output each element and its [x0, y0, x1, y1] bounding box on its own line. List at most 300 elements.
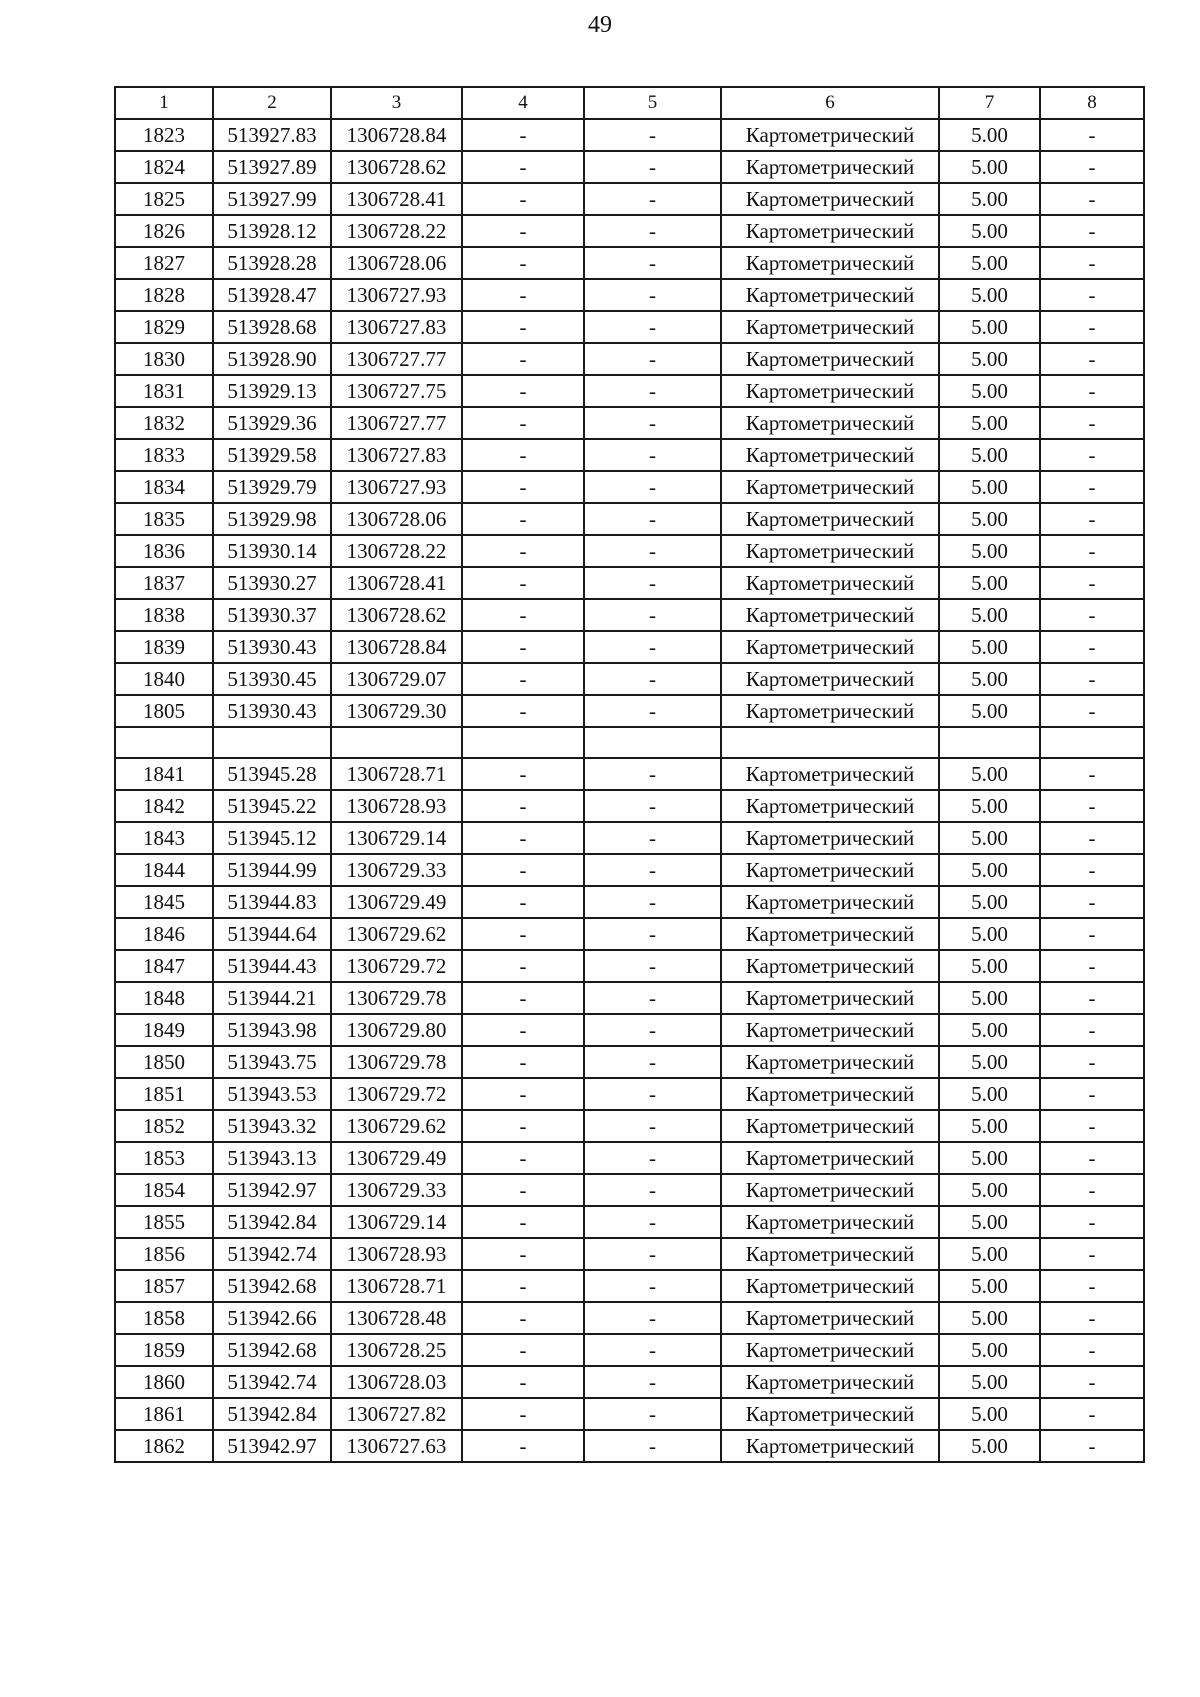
point-number-cell: 1831	[115, 375, 213, 407]
accuracy-cell: 5.00	[939, 503, 1040, 535]
column-4-cell	[462, 727, 584, 758]
accuracy-cell: 5.00	[939, 1110, 1040, 1142]
y-coordinate-cell: 1306728.62	[331, 151, 462, 183]
accuracy-cell: 5.00	[939, 631, 1040, 663]
method-cell	[721, 727, 939, 758]
x-coordinate-cell: 513929.98	[213, 503, 331, 535]
point-number-cell: 1853	[115, 1142, 213, 1174]
column-4-cell: -	[462, 1430, 584, 1462]
table-header-row	[115, 87, 1144, 119]
table-row	[115, 1398, 1144, 1430]
x-coordinate-cell: 513930.14	[213, 535, 331, 567]
x-coordinate-cell: 513942.84	[213, 1398, 331, 1430]
y-coordinate-cell: 1306727.63	[331, 1430, 462, 1462]
method-cell: Картометрический	[721, 375, 939, 407]
column-8-cell: -	[1040, 535, 1144, 567]
accuracy-cell: 5.00	[939, 695, 1040, 727]
column-4-cell: -	[462, 1398, 584, 1430]
table-row	[115, 375, 1144, 407]
column-4-cell: -	[462, 695, 584, 727]
point-number-cell: 1823	[115, 119, 213, 151]
point-number-cell: 1835	[115, 503, 213, 535]
y-coordinate-cell: 1306728.06	[331, 503, 462, 535]
column-8-cell: -	[1040, 503, 1144, 535]
point-number-cell: 1845	[115, 886, 213, 918]
accuracy-cell: 5.00	[939, 407, 1040, 439]
x-coordinate-cell: 513927.89	[213, 151, 331, 183]
x-coordinate-cell: 513944.99	[213, 854, 331, 886]
x-coordinate-cell: 513942.84	[213, 1206, 331, 1238]
column-4-cell: -	[462, 375, 584, 407]
accuracy-cell: 5.00	[939, 822, 1040, 854]
table-row	[115, 822, 1144, 854]
column-5-cell: -	[584, 1398, 721, 1430]
accuracy-cell: 5.00	[939, 1014, 1040, 1046]
point-number-cell	[115, 727, 213, 758]
y-coordinate-cell: 1306728.84	[331, 119, 462, 151]
method-cell: Картометрический	[721, 758, 939, 790]
y-coordinate-cell: 1306728.25	[331, 1334, 462, 1366]
table-row	[115, 471, 1144, 503]
method-cell: Картометрический	[721, 311, 939, 343]
column-4-cell: -	[462, 982, 584, 1014]
x-coordinate-cell: 513929.58	[213, 439, 331, 471]
column-8-cell: -	[1040, 1430, 1144, 1462]
x-coordinate-cell: 513943.32	[213, 1110, 331, 1142]
point-number-cell: 1857	[115, 1270, 213, 1302]
column-8-cell: -	[1040, 1302, 1144, 1334]
column-5-cell: -	[584, 1430, 721, 1462]
column-8-cell: -	[1040, 215, 1144, 247]
column-5-cell: -	[584, 918, 721, 950]
accuracy-cell: 5.00	[939, 1238, 1040, 1270]
y-coordinate-cell: 1306727.83	[331, 439, 462, 471]
table-row	[115, 343, 1144, 375]
column-4-cell: -	[462, 343, 584, 375]
table-row	[115, 695, 1144, 727]
point-number-cell: 1862	[115, 1430, 213, 1462]
column-8-cell: -	[1040, 1206, 1144, 1238]
point-number-cell: 1825	[115, 183, 213, 215]
accuracy-cell: 5.00	[939, 758, 1040, 790]
x-coordinate-cell: 513929.36	[213, 407, 331, 439]
point-number-cell: 1827	[115, 247, 213, 279]
method-cell: Картометрический	[721, 1110, 939, 1142]
column-5-cell: -	[584, 631, 721, 663]
column-4-cell: -	[462, 119, 584, 151]
column-4-cell: -	[462, 1238, 584, 1270]
point-number-cell: 1859	[115, 1334, 213, 1366]
table-row	[115, 407, 1144, 439]
point-number-cell: 1805	[115, 695, 213, 727]
column-5-cell: -	[584, 407, 721, 439]
point-number-cell: 1847	[115, 950, 213, 982]
x-coordinate-cell: 513945.22	[213, 790, 331, 822]
accuracy-cell: 5.00	[939, 311, 1040, 343]
y-coordinate-cell: 1306729.62	[331, 918, 462, 950]
point-number-cell: 1861	[115, 1398, 213, 1430]
x-coordinate-cell: 513928.28	[213, 247, 331, 279]
column-5-cell: -	[584, 311, 721, 343]
column-5-cell: -	[584, 886, 721, 918]
column-4-cell: -	[462, 1366, 584, 1398]
table-row	[115, 599, 1144, 631]
accuracy-cell: 5.00	[939, 183, 1040, 215]
accuracy-cell: 5.00	[939, 567, 1040, 599]
column-8-cell: -	[1040, 1110, 1144, 1142]
table-row	[115, 982, 1144, 1014]
column-5-cell: -	[584, 1206, 721, 1238]
y-coordinate-cell: 1306728.71	[331, 758, 462, 790]
accuracy-cell: 5.00	[939, 1302, 1040, 1334]
x-coordinate-cell: 513942.68	[213, 1270, 331, 1302]
column-8-cell: -	[1040, 1398, 1144, 1430]
column-8-cell: -	[1040, 631, 1144, 663]
column-5-cell: -	[584, 790, 721, 822]
method-cell: Картометрический	[721, 918, 939, 950]
accuracy-cell	[939, 727, 1040, 758]
column-5-cell: -	[584, 1270, 721, 1302]
column-5-cell: -	[584, 1174, 721, 1206]
column-8-cell: -	[1040, 471, 1144, 503]
accuracy-cell: 5.00	[939, 1430, 1040, 1462]
y-coordinate-cell: 1306728.84	[331, 631, 462, 663]
column-4-cell: -	[462, 886, 584, 918]
point-number-cell: 1849	[115, 1014, 213, 1046]
method-cell: Картометрический	[721, 1142, 939, 1174]
column-4-cell: -	[462, 1142, 584, 1174]
y-coordinate-cell: 1306728.41	[331, 183, 462, 215]
table-row	[115, 311, 1144, 343]
column-8-cell: -	[1040, 151, 1144, 183]
column-4-cell: -	[462, 1174, 584, 1206]
column-header: 1	[115, 87, 213, 119]
x-coordinate-cell: 513930.37	[213, 599, 331, 631]
y-coordinate-cell: 1306728.22	[331, 535, 462, 567]
column-5-cell: -	[584, 535, 721, 567]
column-5-cell	[584, 727, 721, 758]
point-number-cell: 1833	[115, 439, 213, 471]
table-row	[115, 1142, 1144, 1174]
column-5-cell: -	[584, 567, 721, 599]
column-4-cell: -	[462, 631, 584, 663]
y-coordinate-cell	[331, 727, 462, 758]
table-row	[115, 279, 1144, 311]
column-header: 5	[584, 87, 721, 119]
y-coordinate-cell: 1306727.82	[331, 1398, 462, 1430]
column-8-cell: -	[1040, 1238, 1144, 1270]
column-8-cell: -	[1040, 183, 1144, 215]
x-coordinate-cell: 513930.43	[213, 695, 331, 727]
column-8-cell: -	[1040, 950, 1144, 982]
accuracy-cell: 5.00	[939, 599, 1040, 631]
column-8-cell: -	[1040, 1046, 1144, 1078]
method-cell: Картометрический	[721, 535, 939, 567]
y-coordinate-cell: 1306728.62	[331, 599, 462, 631]
table-row	[115, 183, 1144, 215]
method-cell: Картометрический	[721, 247, 939, 279]
method-cell: Картометрический	[721, 950, 939, 982]
x-coordinate-cell: 513944.21	[213, 982, 331, 1014]
accuracy-cell: 5.00	[939, 151, 1040, 183]
column-4-cell: -	[462, 183, 584, 215]
column-header: 2	[213, 87, 331, 119]
accuracy-cell: 5.00	[939, 1078, 1040, 1110]
coordinates-table	[114, 86, 1145, 1463]
x-coordinate-cell: 513943.75	[213, 1046, 331, 1078]
column-4-cell: -	[462, 599, 584, 631]
x-coordinate-cell: 513930.45	[213, 663, 331, 695]
table-row	[115, 535, 1144, 567]
y-coordinate-cell: 1306727.93	[331, 279, 462, 311]
y-coordinate-cell: 1306728.71	[331, 1270, 462, 1302]
y-coordinate-cell: 1306728.93	[331, 1238, 462, 1270]
x-coordinate-cell: 513944.43	[213, 950, 331, 982]
column-8-cell: -	[1040, 886, 1144, 918]
column-5-cell: -	[584, 854, 721, 886]
column-4-cell: -	[462, 247, 584, 279]
column-5-cell: -	[584, 1366, 721, 1398]
accuracy-cell: 5.00	[939, 886, 1040, 918]
column-4-cell: -	[462, 663, 584, 695]
column-8-cell: -	[1040, 1334, 1144, 1366]
accuracy-cell: 5.00	[939, 1270, 1040, 1302]
column-5-cell: -	[584, 1238, 721, 1270]
y-coordinate-cell: 1306729.33	[331, 854, 462, 886]
y-coordinate-cell: 1306729.14	[331, 1206, 462, 1238]
method-cell: Картометрический	[721, 1078, 939, 1110]
point-number-cell: 1848	[115, 982, 213, 1014]
y-coordinate-cell: 1306727.93	[331, 471, 462, 503]
column-5-cell: -	[584, 215, 721, 247]
column-8-cell: -	[1040, 407, 1144, 439]
column-4-cell: -	[462, 1270, 584, 1302]
table-row	[115, 1366, 1144, 1398]
x-coordinate-cell: 513944.83	[213, 886, 331, 918]
accuracy-cell: 5.00	[939, 1174, 1040, 1206]
accuracy-cell: 5.00	[939, 1366, 1040, 1398]
column-5-cell: -	[584, 1302, 721, 1334]
y-coordinate-cell: 1306729.72	[331, 1078, 462, 1110]
column-8-cell	[1040, 727, 1144, 758]
column-header: 8	[1040, 87, 1144, 119]
column-5-cell: -	[584, 982, 721, 1014]
column-5-cell: -	[584, 1014, 721, 1046]
accuracy-cell: 5.00	[939, 918, 1040, 950]
column-4-cell: -	[462, 1078, 584, 1110]
column-5-cell: -	[584, 1334, 721, 1366]
table-row	[115, 663, 1144, 695]
x-coordinate-cell: 513927.83	[213, 119, 331, 151]
column-4-cell: -	[462, 215, 584, 247]
column-8-cell: -	[1040, 1142, 1144, 1174]
x-coordinate-cell	[213, 727, 331, 758]
y-coordinate-cell: 1306728.93	[331, 790, 462, 822]
table-row	[115, 758, 1144, 790]
y-coordinate-cell: 1306729.80	[331, 1014, 462, 1046]
method-cell: Картометрический	[721, 822, 939, 854]
column-4-cell: -	[462, 1046, 584, 1078]
column-5-cell: -	[584, 439, 721, 471]
point-number-cell: 1840	[115, 663, 213, 695]
table-row	[115, 503, 1144, 535]
method-cell: Картометрический	[721, 279, 939, 311]
x-coordinate-cell: 513942.97	[213, 1430, 331, 1462]
column-8-cell: -	[1040, 279, 1144, 311]
method-cell: Картометрический	[721, 183, 939, 215]
table-row	[115, 1110, 1144, 1142]
y-coordinate-cell: 1306728.03	[331, 1366, 462, 1398]
method-cell: Картометрический	[721, 503, 939, 535]
method-cell: Картометрический	[721, 599, 939, 631]
point-number-cell: 1842	[115, 790, 213, 822]
method-cell: Картометрический	[721, 854, 939, 886]
column-5-cell: -	[584, 279, 721, 311]
x-coordinate-cell: 513929.13	[213, 375, 331, 407]
method-cell: Картометрический	[721, 1302, 939, 1334]
column-8-cell: -	[1040, 1078, 1144, 1110]
method-cell: Картометрический	[721, 1270, 939, 1302]
y-coordinate-cell: 1306727.83	[331, 311, 462, 343]
method-cell: Картометрический	[721, 439, 939, 471]
y-coordinate-cell: 1306729.33	[331, 1174, 462, 1206]
point-number-cell: 1843	[115, 822, 213, 854]
column-8-cell: -	[1040, 1174, 1144, 1206]
column-5-cell: -	[584, 663, 721, 695]
method-cell: Картометрический	[721, 1366, 939, 1398]
column-8-cell: -	[1040, 982, 1144, 1014]
y-coordinate-cell: 1306729.30	[331, 695, 462, 727]
point-number-cell: 1834	[115, 471, 213, 503]
column-5-cell: -	[584, 247, 721, 279]
column-5-cell: -	[584, 1046, 721, 1078]
point-number-cell: 1844	[115, 854, 213, 886]
accuracy-cell: 5.00	[939, 439, 1040, 471]
point-number-cell: 1850	[115, 1046, 213, 1078]
table-row	[115, 886, 1144, 918]
point-number-cell: 1838	[115, 599, 213, 631]
column-5-cell: -	[584, 119, 721, 151]
column-8-cell: -	[1040, 311, 1144, 343]
column-5-cell: -	[584, 151, 721, 183]
table-row	[115, 790, 1144, 822]
point-number-cell: 1839	[115, 631, 213, 663]
y-coordinate-cell: 1306728.48	[331, 1302, 462, 1334]
point-number-cell: 1837	[115, 567, 213, 599]
table-row	[115, 950, 1144, 982]
column-8-cell: -	[1040, 567, 1144, 599]
table-row	[115, 1078, 1144, 1110]
table-row	[115, 1270, 1144, 1302]
column-4-cell: -	[462, 758, 584, 790]
point-number-cell: 1855	[115, 1206, 213, 1238]
column-8-cell: -	[1040, 854, 1144, 886]
method-cell: Картометрический	[721, 790, 939, 822]
table-row	[115, 1174, 1144, 1206]
column-header: 4	[462, 87, 584, 119]
column-5-cell: -	[584, 1110, 721, 1142]
page-number: 49	[588, 12, 612, 38]
x-coordinate-cell: 513942.74	[213, 1238, 331, 1270]
point-number-cell: 1860	[115, 1366, 213, 1398]
method-cell: Картометрический	[721, 1046, 939, 1078]
x-coordinate-cell: 513942.97	[213, 1174, 331, 1206]
x-coordinate-cell: 513945.12	[213, 822, 331, 854]
column-4-cell: -	[462, 471, 584, 503]
column-8-cell: -	[1040, 695, 1144, 727]
point-number-cell: 1846	[115, 918, 213, 950]
column-8-cell: -	[1040, 1014, 1144, 1046]
column-4-cell: -	[462, 279, 584, 311]
x-coordinate-cell: 513928.12	[213, 215, 331, 247]
column-8-cell: -	[1040, 1366, 1144, 1398]
y-coordinate-cell: 1306729.78	[331, 982, 462, 1014]
column-5-cell: -	[584, 183, 721, 215]
column-4-cell: -	[462, 1334, 584, 1366]
method-cell: Картометрический	[721, 1014, 939, 1046]
method-cell: Картометрический	[721, 1238, 939, 1270]
method-cell: Картометрический	[721, 1206, 939, 1238]
point-number-cell: 1858	[115, 1302, 213, 1334]
method-cell: Картометрический	[721, 886, 939, 918]
column-4-cell: -	[462, 790, 584, 822]
y-coordinate-cell: 1306729.07	[331, 663, 462, 695]
column-5-cell: -	[584, 758, 721, 790]
y-coordinate-cell: 1306728.22	[331, 215, 462, 247]
x-coordinate-cell: 513943.53	[213, 1078, 331, 1110]
column-5-cell: -	[584, 1142, 721, 1174]
x-coordinate-cell: 513927.99	[213, 183, 331, 215]
point-number-cell: 1832	[115, 407, 213, 439]
x-coordinate-cell: 513930.43	[213, 631, 331, 663]
accuracy-cell: 5.00	[939, 1334, 1040, 1366]
table-row	[115, 1302, 1144, 1334]
accuracy-cell: 5.00	[939, 215, 1040, 247]
table-body	[115, 119, 1144, 1462]
table-row	[115, 119, 1144, 151]
accuracy-cell: 5.00	[939, 375, 1040, 407]
column-8-cell: -	[1040, 758, 1144, 790]
y-coordinate-cell: 1306729.49	[331, 886, 462, 918]
method-cell: Картометрический	[721, 407, 939, 439]
accuracy-cell: 5.00	[939, 119, 1040, 151]
accuracy-cell: 5.00	[939, 1398, 1040, 1430]
x-coordinate-cell: 513928.68	[213, 311, 331, 343]
method-cell: Картометрический	[721, 215, 939, 247]
method-cell: Картометрический	[721, 119, 939, 151]
column-8-cell: -	[1040, 599, 1144, 631]
y-coordinate-cell: 1306728.41	[331, 567, 462, 599]
point-number-cell: 1828	[115, 279, 213, 311]
column-8-cell: -	[1040, 343, 1144, 375]
method-cell: Картометрический	[721, 471, 939, 503]
column-8-cell: -	[1040, 375, 1144, 407]
x-coordinate-cell: 513944.64	[213, 918, 331, 950]
table-row	[115, 1046, 1144, 1078]
accuracy-cell: 5.00	[939, 279, 1040, 311]
accuracy-cell: 5.00	[939, 854, 1040, 886]
column-5-cell: -	[584, 695, 721, 727]
column-5-cell: -	[584, 1078, 721, 1110]
column-8-cell: -	[1040, 439, 1144, 471]
column-4-cell: -	[462, 1110, 584, 1142]
point-number-cell: 1836	[115, 535, 213, 567]
method-cell: Картометрический	[721, 631, 939, 663]
accuracy-cell: 5.00	[939, 982, 1040, 1014]
column-5-cell: -	[584, 375, 721, 407]
column-5-cell: -	[584, 599, 721, 631]
accuracy-cell: 5.00	[939, 1142, 1040, 1174]
